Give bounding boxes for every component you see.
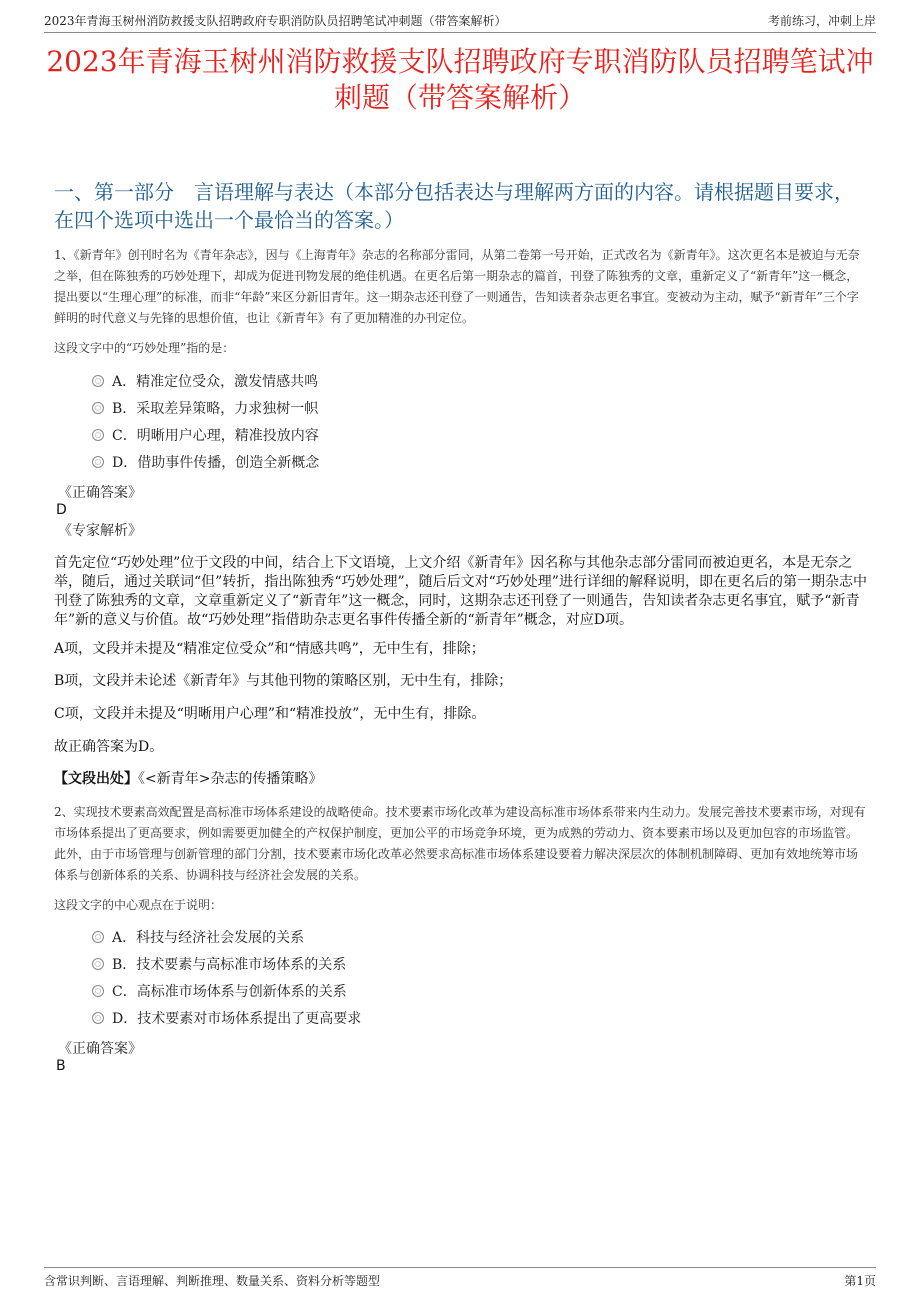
radio-icon[interactable] — [92, 429, 104, 441]
radio-icon[interactable] — [92, 402, 104, 414]
q2-option-b[interactable] — [92, 955, 346, 975]
q1-option-d-label: D．借助事件传播，创造全新概念 — [112, 455, 320, 471]
q1-option-c-label: C．明晰用户心理，精准投放内容 — [112, 428, 319, 444]
q1-analysis-label: 《专家解析》 — [58, 523, 142, 539]
radio-icon[interactable] — [92, 958, 104, 970]
q1-option-a-label: A．精准定位受众，激发情感共鸣 — [112, 374, 319, 390]
page-title: 2023年青海玉树州消防救援支队招聘政府专职消防队员招聘笔试冲刺题（带答案解析） — [46, 45, 874, 114]
page-header — [44, 10, 876, 33]
q2-option-d-label: D．技术要素对市场体系提出了更高要求 — [112, 1011, 362, 1027]
q1-stem: 1、《新青年》创刊时名为《青年杂志》，因与《上海青年》杂志的名称部分雷同，从第二卷第一号开始，正式改名为《新青年》。这次更名本是被迫与无奈之举，但在陈独秀的巧妙处理下，却成为促进刊物发展的绝佳机遇。在更名后第一期杂志的篇首，刊登了陈独秀的文章，重新定义了“新青年”这一概念，提出要以“生理心理”的标准，而非“年龄”来区分新旧青年。这一期杂志还刊登了一则通告，告知读者杂志更名事宜。变被动为主动，赋予“新青年”三个字鲜明的时代意义与先锋的思想价值，也让《新青年》有了更加精准的办刊定位。 — [54, 248, 860, 325]
q1-answer: D — [56, 502, 67, 518]
q1-question: 这段文字中的“巧妙处理”指的是： — [54, 341, 235, 355]
q2-answer: B — [56, 1058, 66, 1074]
q1-answer-label: 《正确答案》 — [58, 485, 142, 501]
section-heading: 一、第一部分 言语理解与表达（本部分包括表达与理解两方面的内容。请根据题目要求，在四个选项中选出一个最恰当的答案。） — [54, 180, 854, 232]
q1-option-b-label: B．采取差异策略，力求独树一帜 — [112, 401, 319, 417]
q2-option-c-label: C．高标准市场体系与创新体系的关系 — [112, 984, 347, 1000]
footer-question-types: 含常识判断、言语理解、判断推理、数量关系、资料分析等题型 — [44, 1274, 381, 1288]
q2-stem: 2、实现技术要素高效配置是高标准市场体系建设的战略使命。技术要素市场化改革为建设高标准市场体系带来内生动力。发展完善技术要素市场，对现有市场体系提出了更高要求，例如需要更加健全的产权保护制度，更加公平的市场竞争环境，更为成熟的劳动力、资本要素市场以及更加包容的市场监管。此外，由于市场管理与创新管理的部门分割，技术要素市场化改革必然要求高标准市场体系建设要着力解决深层次的体制机制障碍、更加有效地统筹市场体系与创新体系的关系、协调科技与经济社会发展的关系。 — [54, 805, 866, 882]
radio-icon[interactable] — [92, 985, 104, 997]
q2-answer-label: 《正确答案》 — [58, 1041, 142, 1057]
page-number: 第1页 — [844, 1274, 876, 1288]
q2-option-b-label: B．技术要素与高标准市场体系的关系 — [112, 957, 347, 973]
q2-option-c[interactable] — [92, 982, 347, 1002]
radio-icon[interactable] — [92, 456, 104, 468]
q1-option-d[interactable] — [92, 453, 319, 473]
q1-option-b[interactable] — [92, 399, 318, 419]
q2-option-d[interactable] — [92, 1009, 361, 1029]
page-footer — [44, 1267, 876, 1290]
q1-option-a[interactable] — [92, 372, 318, 392]
radio-icon[interactable] — [92, 931, 104, 943]
q1-source-text: 《<新青年>杂志的传播策略》 — [138, 771, 323, 787]
q1-option-b-note: B项，文段并未论述《新青年》与其他刊物的策略区别，无中生有，排除； — [54, 673, 513, 689]
q1-source-label: 【文段出处】 — [54, 771, 138, 787]
q1-conclusion: 故正确答案为D。 — [54, 739, 164, 755]
q2-option-a[interactable] — [92, 928, 304, 948]
q1-source — [54, 770, 870, 789]
header-slogan: 考前练习，冲刺上岸 — [767, 14, 876, 28]
q1-analysis: 首先定位“巧妙处理”位于文段的中间，结合上下文语境，上文介绍《新青年》因名称与其他杂志部分雷同而被迫更名，本是无奈之举，随后，通过关联词“但”转折，指出陈独秀“巧妙处理”，随后后文对“巧妙处理”进行详细的解释说明，即在更名后的第一期杂志中刊登了陈独秀的文章，文章重新定义了“新青年”这一概念，同时，这期杂志还刊登了一则通告，告知读者杂志更名事宜，赋予“新青年”新的意义与价值。故“巧妙处理”指借助杂志更名事件传播全新的“新青年”概念，对应D项。 — [54, 555, 867, 628]
q2-option-a-label: A．科技与经济社会发展的关系 — [112, 930, 305, 946]
q2-question: 这段文字的中心观点在于说明： — [54, 898, 223, 912]
q1-option-a-note: A项，文段并未提及“精准定位受众”和“情感共鸣”，无中生有，排除； — [54, 641, 485, 657]
q1-option-c-note: C项，文段并未提及“明晰用户心理”和“精准投放”，无中生有，排除。 — [54, 706, 486, 722]
radio-icon[interactable] — [92, 375, 104, 387]
header-doc-title: 2023年青海玉树州消防救援支队招聘政府专职消防队员招聘笔试冲刺题（带答案解析） — [44, 14, 507, 28]
radio-icon[interactable] — [92, 1012, 104, 1024]
q1-option-c[interactable] — [92, 426, 319, 446]
